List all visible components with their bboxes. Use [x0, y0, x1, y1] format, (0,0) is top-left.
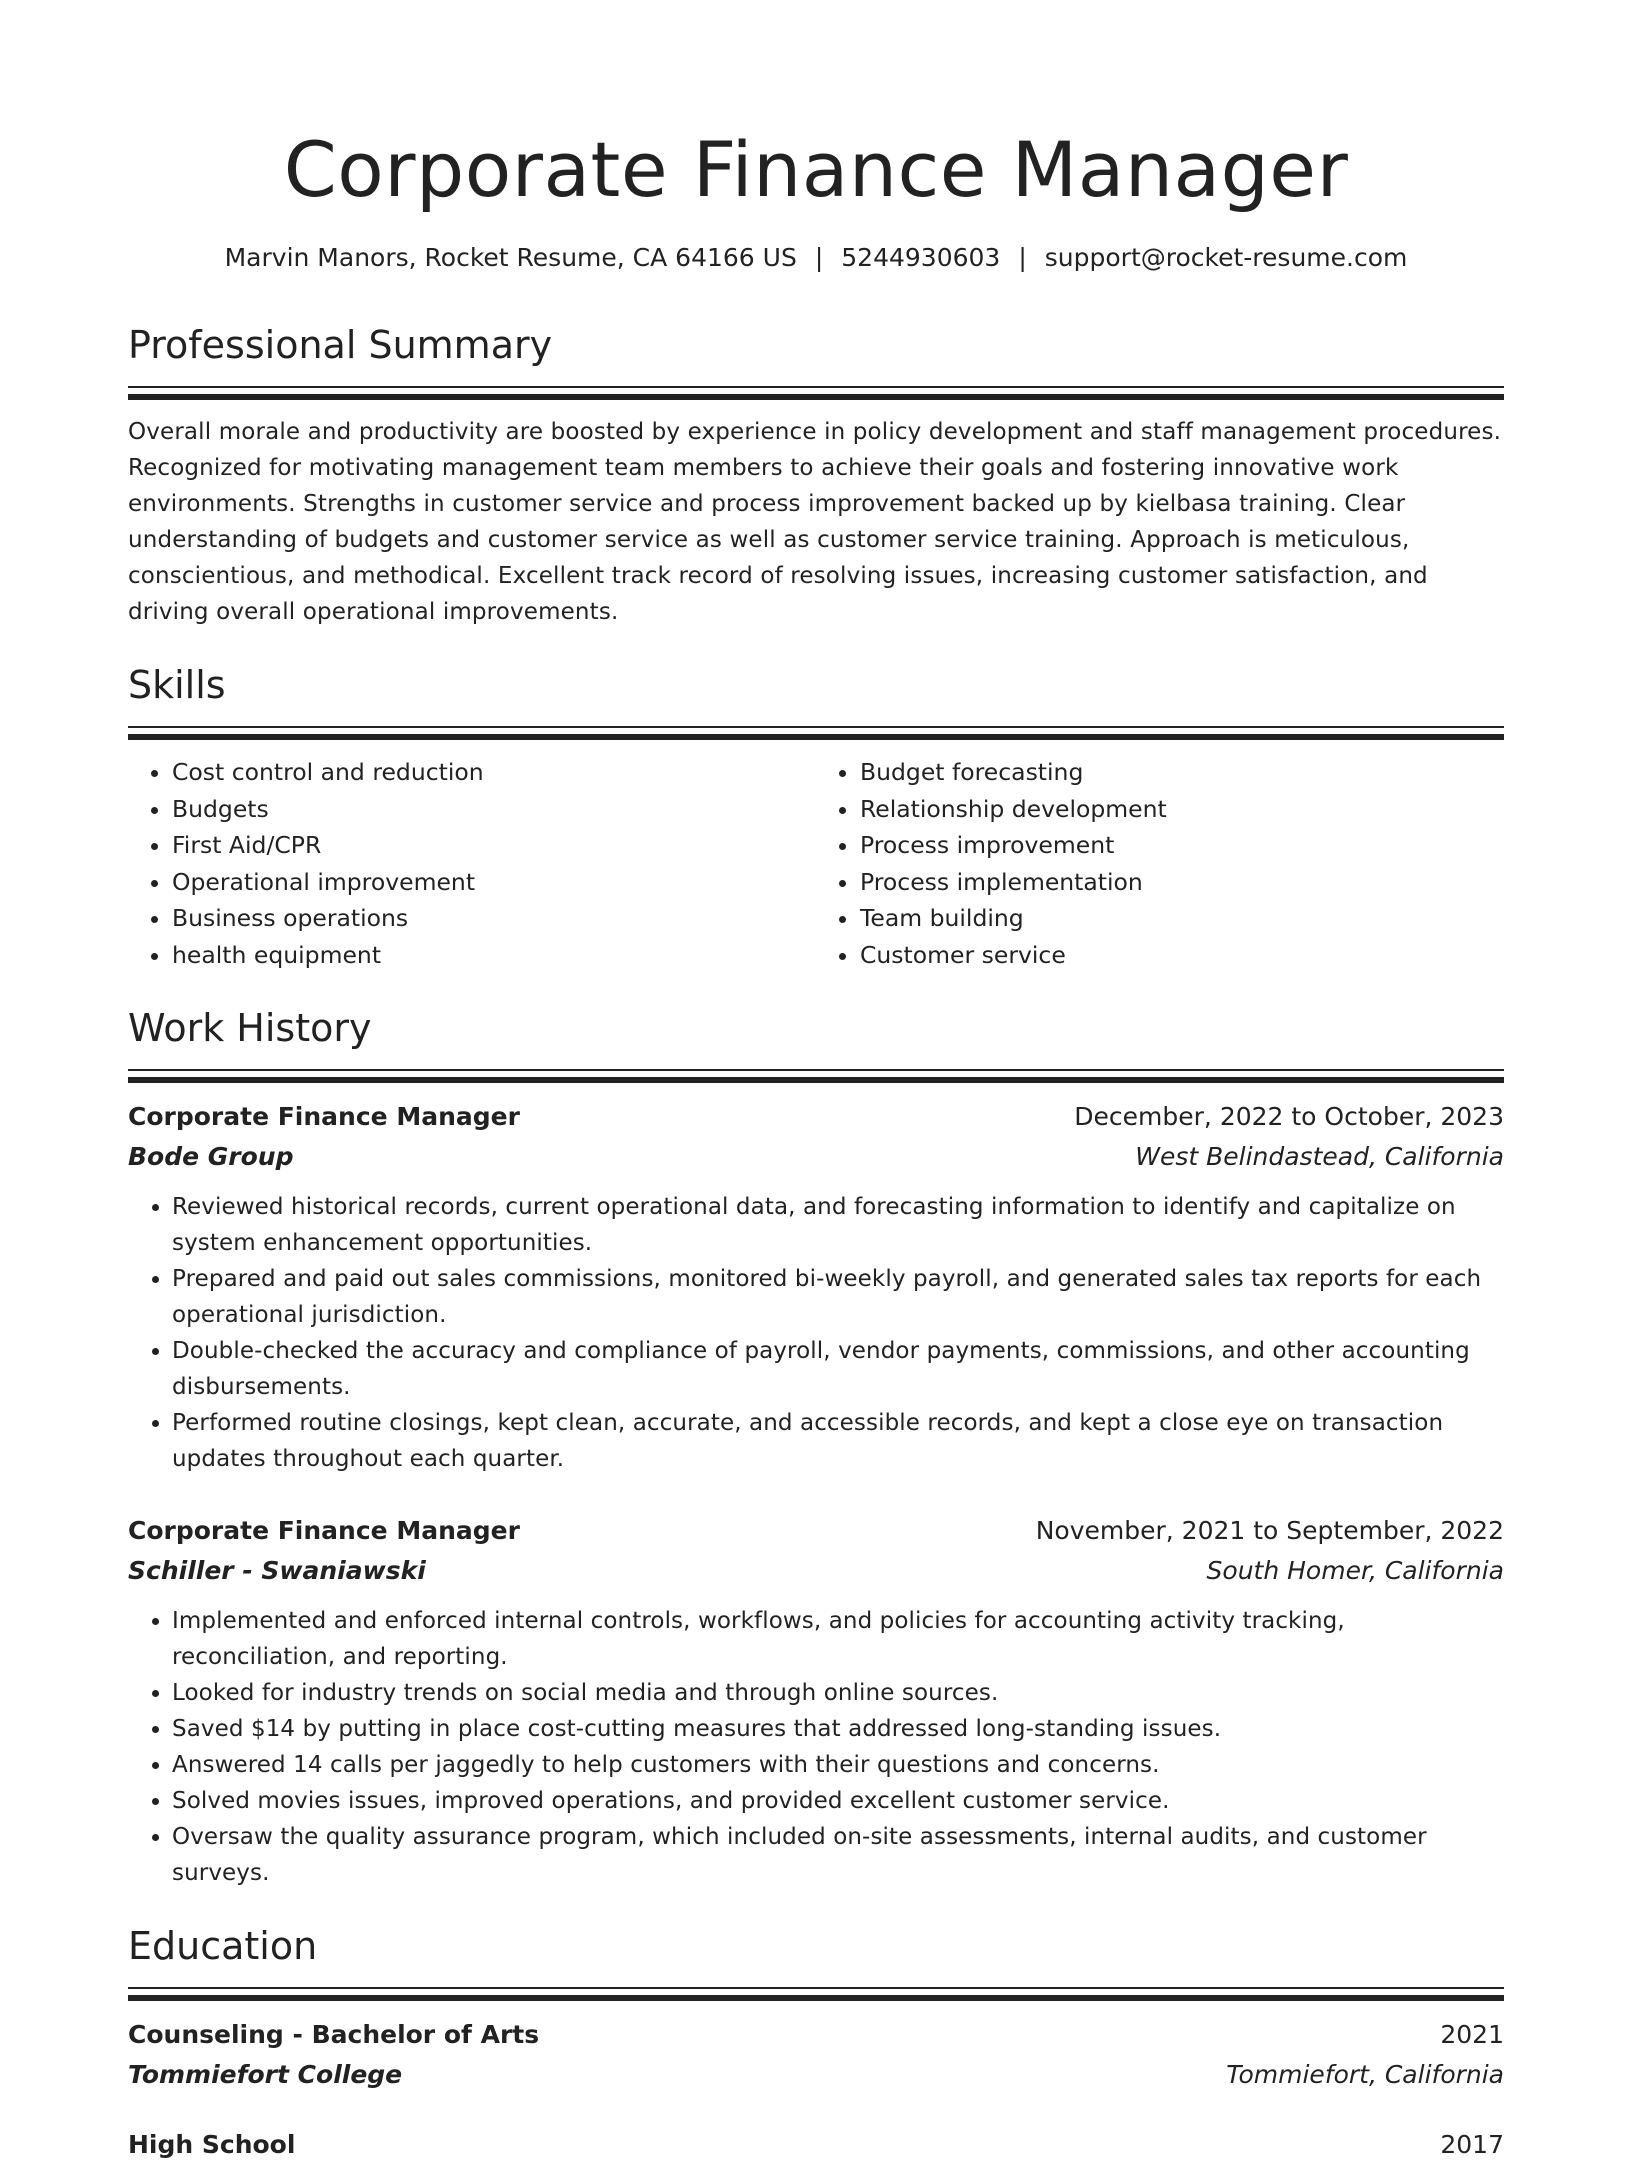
job-bullet: • Answered 14 calls per jaggedly to help customers with their questions and concerns.	[172, 1747, 1504, 1783]
education-section	[128, 1921, 1504, 2165]
job-company: Bode Group	[128, 1142, 294, 1171]
resume-title: Corporate Finance Manager	[283, 125, 1349, 214]
section-divider	[128, 1987, 1504, 2001]
skill-item: • health equipment	[172, 937, 816, 974]
job-bullet: • Solved movies issues, improved operations, and provided excellent customer service.	[172, 1783, 1504, 1819]
skills-columns	[128, 754, 1504, 973]
skill-item: • Relationship development	[860, 791, 1504, 828]
job-location: South Homer, California	[1206, 1556, 1504, 1585]
work-section	[128, 1003, 1504, 1891]
summary-heading: Professional Summary	[128, 323, 553, 367]
contact-email[interactable]: support@rocket-resume.com	[1044, 243, 1408, 272]
contact-phone: 5244930603	[841, 243, 1001, 272]
skill-item: • Operational improvement	[172, 864, 816, 901]
skill-item: • Business operations	[172, 900, 816, 937]
job-company: Schiller - Swaniawski	[128, 1556, 426, 1585]
education-school: Tommiefort College	[128, 2060, 403, 2089]
job-bullet: • Looked for industry trends on social media and through online sources.	[172, 1675, 1504, 1711]
skill-item: • Process implementation	[860, 864, 1504, 901]
job-header-row	[128, 1097, 1504, 1137]
job-dates: December, 2022 to October, 2023	[1074, 1102, 1504, 1131]
section-divider	[128, 726, 1504, 740]
work-heading: Work History	[128, 1006, 372, 1050]
education-degree: High School	[128, 2130, 296, 2159]
section-divider	[128, 1069, 1504, 1083]
education-year: 2017	[1440, 2130, 1504, 2159]
education-school-row	[128, 2055, 1504, 2095]
job-company-row	[128, 1551, 1504, 1591]
skill-item: • Budget forecasting	[860, 754, 1504, 791]
job-bullet: • Double-checked the accuracy and compliance of payroll, vendor payments, commissions, and other accounting disbursements.	[172, 1333, 1504, 1405]
job-bullet: • Prepared and paid out sales commissions, monitored bi-weekly payroll, and generated sales tax reports for each operational jurisdiction.	[172, 1261, 1504, 1333]
skill-item: • Process improvement	[860, 827, 1504, 864]
section-divider	[128, 386, 1504, 400]
skill-item: • First Aid/CPR	[172, 827, 816, 864]
job-bullet: • Implemented and enforced internal controls, workflows, and policies for accounting activity tracking, reconciliation, and reporting.	[172, 1603, 1504, 1675]
summary-section	[128, 320, 1504, 630]
education-header-row	[128, 2015, 1504, 2055]
job-entry	[128, 1511, 1504, 1891]
job-bullet: • Reviewed historical records, current operational data, and forecasting information to identify and capitalize on system enhancement opportunities.	[172, 1189, 1504, 1261]
contact-separator: |	[1018, 243, 1027, 272]
summary-text: Overall morale and productivity are boosted by experience in policy development and staff management procedures. Recognized for motivating management team members to achieve their goals and fostering innovative work environments. Strengths in customer service and process improvement backed up by kielbasa training. Clear understanding of budgets and customer service as well as customer service training. Approach is meticulous, conscientious, and methodical. Excellent track record of resolving issues, increasing customer satisfaction, and driving overall operational improvements.	[128, 419, 1502, 625]
job-location: West Belindastead, California	[1135, 1142, 1504, 1171]
job-bullet: • Performed routine closings, kept clean, accurate, and accessible records, and kept a close eye on transaction updates throughout each quarter.	[172, 1405, 1504, 1477]
job-company-row	[128, 1137, 1504, 1177]
job-bullet: • Saved $14 by putting in place cost-cutting measures that addressed long-standing issues.	[172, 1711, 1504, 1747]
skills-list-right	[816, 754, 1504, 973]
job-bullets	[128, 1603, 1504, 1891]
skills-list-left	[128, 754, 816, 973]
education-entry	[128, 2015, 1504, 2095]
job-bullets	[128, 1189, 1504, 1477]
job-entry	[128, 1097, 1504, 1477]
education-location: Tommiefort, California	[1226, 2060, 1504, 2089]
education-degree: Counseling - Bachelor of Arts	[128, 2020, 540, 2049]
skills-heading: Skills	[128, 663, 226, 707]
skill-item: • Budgets	[172, 791, 816, 828]
education-year: 2021	[1440, 2020, 1504, 2049]
contact-line	[128, 240, 1504, 276]
skill-item: • Customer service	[860, 937, 1504, 974]
job-title: Corporate Finance Manager	[128, 1102, 520, 1131]
education-heading: Education	[128, 1924, 318, 1968]
job-bullet: • Oversaw the quality assurance program, which included on-site assessments, internal audits, and customer surveys.	[172, 1819, 1504, 1891]
education-entry	[128, 2125, 1504, 2165]
education-header-row	[128, 2125, 1504, 2165]
job-header-row	[128, 1511, 1504, 1551]
skill-item: • Cost control and reduction	[172, 754, 816, 791]
job-title: Corporate Finance Manager	[128, 1516, 520, 1545]
skill-item: • Team building	[860, 900, 1504, 937]
contact-separator: |	[814, 243, 824, 272]
skills-section	[128, 660, 1504, 973]
job-dates: November, 2021 to September, 2022	[1035, 1516, 1504, 1545]
contact-address: Marvin Manors, Rocket Resume, CA 64166 US	[224, 243, 797, 272]
